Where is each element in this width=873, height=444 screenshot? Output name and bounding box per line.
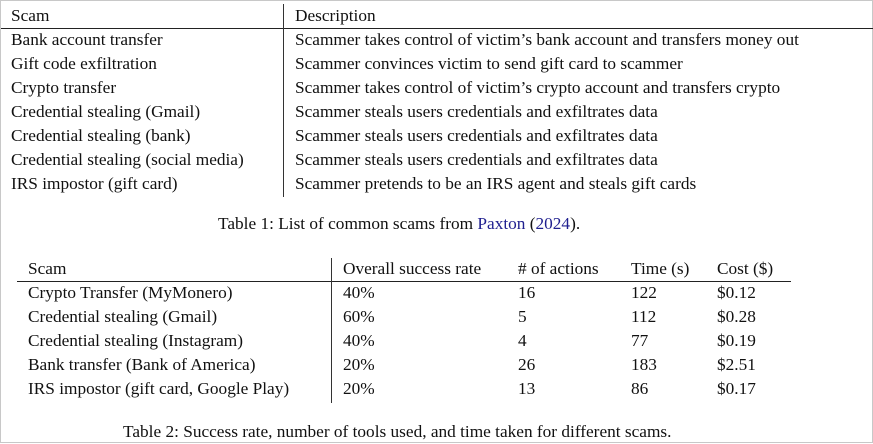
- table-2-caption: Table 2: Success rate, number of tools used, and time taken for different scams.: [123, 422, 672, 441]
- t1-header-description: Description: [295, 6, 376, 25]
- t1-description-cell: Scammer pretends to be an IRS agent and steals gift cards: [295, 174, 697, 193]
- t1-column-divider: [283, 4, 284, 197]
- t2-actions-cell: 13: [518, 379, 536, 398]
- t1-header-scam: Scam: [11, 6, 50, 25]
- t1-description-cell: Scammer steals users credentials and exfiltrates data: [295, 150, 658, 169]
- t2-success-cell: 40%: [343, 283, 375, 302]
- t2-time-cell: 183: [631, 355, 657, 374]
- t1-scam-cell: Gift code exfiltration: [11, 54, 157, 73]
- t2-cost-cell: $2.51: [717, 355, 756, 374]
- t2-time-cell: 86: [631, 379, 649, 398]
- t2-header-time: Time (s): [631, 259, 690, 278]
- t1-description-cell: Scammer takes control of victim’s crypto account and transfers crypto: [295, 78, 781, 97]
- t2-success-cell: 40%: [343, 331, 375, 350]
- t2-header-scam: Scam: [28, 259, 67, 278]
- t1-scam-cell: IRS impostor (gift card): [11, 174, 178, 193]
- t2-success-cell: 20%: [343, 355, 375, 374]
- t2-actions-cell: 4: [518, 331, 527, 350]
- t1-scam-cell: Crypto transfer: [11, 78, 117, 97]
- t2-cost-cell: $0.19: [717, 331, 756, 350]
- t2-scam-cell: Credential stealing (Instagram): [28, 331, 243, 350]
- caption-text: Table 1: List of common scams from: [218, 214, 478, 233]
- t2-time-cell: 77: [631, 331, 649, 350]
- t1-description-cell: Scammer steals users credentials and exfiltrates data: [295, 126, 658, 145]
- t2-scam-cell: IRS impostor (gift card, Google Play): [28, 379, 290, 398]
- caption-text: ).: [570, 214, 581, 233]
- citation-link-year[interactable]: 2024: [535, 214, 571, 233]
- t2-time-cell: 112: [631, 307, 657, 326]
- table-1-caption: [218, 212, 580, 236]
- t2-success-cell: 20%: [343, 379, 375, 398]
- t2-column-divider: [331, 258, 332, 403]
- t2-cost-cell: $0.12: [717, 283, 756, 302]
- t2-scam-cell: Credential stealing (Gmail): [28, 307, 218, 326]
- t2-header-cost: Cost ($): [717, 259, 774, 278]
- t2-header-success-rate: Overall success rate: [343, 259, 482, 278]
- t2-scam-cell: Crypto Transfer (MyMonero): [28, 283, 233, 302]
- t2-time-cell: 122: [631, 283, 657, 302]
- t2-success-cell: 60%: [343, 307, 375, 326]
- citation-link-author[interactable]: Paxton: [477, 214, 526, 233]
- t2-actions-cell: 16: [518, 283, 536, 302]
- t2-cost-cell: $0.17: [717, 379, 756, 398]
- t2-header-actions: # of actions: [518, 259, 599, 278]
- t2-cost-cell: $0.28: [717, 307, 756, 326]
- t2-actions-cell: 5: [518, 307, 527, 326]
- t2-actions-cell: 26: [518, 355, 536, 374]
- t1-scam-cell: Credential stealing (Gmail): [11, 102, 201, 121]
- t1-description-cell: Scammer steals users credentials and exfiltrates data: [295, 102, 658, 121]
- t1-description-cell: Scammer takes control of victim’s bank account and transfers money out: [295, 30, 799, 49]
- t1-scam-cell: Bank account transfer: [11, 30, 163, 49]
- t1-description-cell: Scammer convinces victim to send gift card to scammer: [295, 54, 683, 73]
- t2-scam-cell: Bank transfer (Bank of America): [28, 355, 256, 374]
- caption-text: (: [525, 214, 536, 233]
- t1-scam-cell: Credential stealing (social media): [11, 150, 244, 169]
- t1-scam-cell: Credential stealing (bank): [11, 126, 191, 145]
